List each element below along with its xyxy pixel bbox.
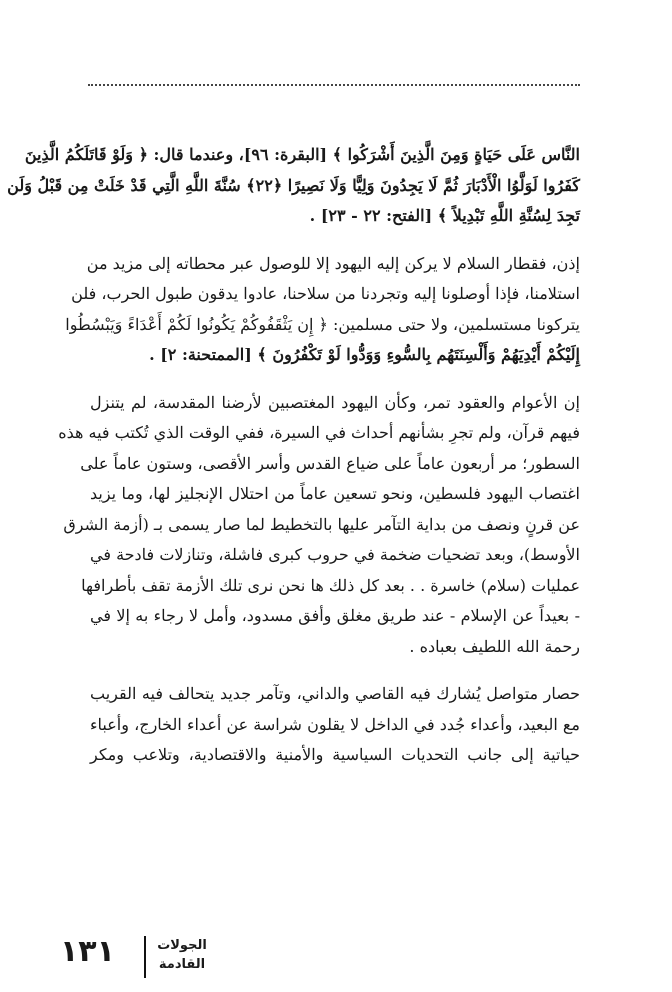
paragraph-years-decades (58, 388, 580, 663)
text-line: استلامنا، فإذا أوصلونا إليه وتجردنا من سلاحنا، عادوا يدقون طبول الحرب، فلن (71, 284, 580, 303)
book-title-line: الجولات (157, 938, 207, 953)
footer-divider (144, 936, 146, 978)
text-line: إن الأعوام والعقود تمر، وكأن اليهود المغتصبين لأرضنا المقدسة، لم يتنزل (90, 392, 580, 412)
text-line: الأوسط)، وبعد تضحيات ضخمة في حروب كبرى فاشلة، وتنازلات فادحة في (90, 545, 580, 564)
paragraph-peace-train (65, 249, 580, 371)
paragraph-siege (90, 679, 580, 771)
text-line: عن قرنٍ ونصف من بداية التآمر عليها بالتخطيط لما صار يسمى بـ (أزمة الشرق (63, 514, 580, 534)
page-footer (60, 930, 210, 980)
text-line: إِلَيْكُمْ أَيْدِيَهُمْ وَأَلْسِنَتَهُم بِالسُّوءِ وَوَدُّوا لَوْ تَكْفُرُونَ ﴾ [الممتحنة: ٢] . (149, 345, 580, 364)
text-line: - بعيداً عن الإسلام - عند طريق مغلق وأفق مسدود، وأمل لا رجاء به إلا في (90, 606, 580, 625)
text-line: رحمة الله اللطيف بعباده . (409, 636, 580, 656)
text-line: السطور؛ مر أربعون عاماً على ضياع القدس وأسر الأقصى، وستون عاماً على (80, 453, 580, 473)
text-line: اغتصاب اليهود فلسطين، ونحو تسعين عاماً من احتلال الإنجليز لها، وما يزيد (90, 484, 580, 503)
text-line: تَجِدَ لِسُنَّةِ اللَّهِ تَبْدِيلاً ﴾ [الفتح: ٢٢ - ٢٣] . (309, 206, 580, 225)
text-line: كَفَرُوا لَوَلَّوُا الْأَدْبَارَ ثُمَّ لَا يَجِدُونَ وَلِيًّا وَلَا نَصِيرًا ﴿٢٢﴾ سُنَّةَ اللَّهِ الَّتِي قَدْ خَلَتْ مِن قَبْلُ وَلَن (7, 175, 580, 195)
header-dotted-rule (88, 84, 580, 86)
text-line: مع البعيد، وأعداء جُدد في الداخل لا يقلون شراسة عن أعداء الخارج، وأعباء (90, 714, 580, 734)
text-line: حصار متواصل يُشارك فيه القاصي والداني، وتآمر جديد يتحالف فيه القريب (90, 684, 580, 703)
page-number: ١٣١ (60, 934, 115, 969)
book-title (152, 936, 212, 974)
text-line: يتركونا مستسلمين، ولا حتى مسلمين: ﴿ إِن يَثْقَفُوكُمْ يَكُونُوا لَكُمْ أَعْدَاءً وَيَبْسُطُوا (65, 314, 580, 334)
body-text (7, 140, 580, 771)
text-line: النَّاس عَلَى حَيَاةٍ وَمِنَ الَّذِينَ أَشْرَكُوا ﴾ [البقرة: ٩٦]، وعندما قال: ﴿ وَلَوْ قَاتَلَكُمُ الَّذِينَ (24, 145, 580, 164)
text-line: فيهم قرآن، ولم تجرِ بشأنهم أحداث في السيرة، ففي الوقت الذي تُكتب فيه هذه (58, 423, 580, 442)
book-title-line: القادمة (158, 957, 206, 972)
text-line: إذن، فقطار السلام لا يركن إليه اليهود إلا للوصول عبر محطاته إلى مزيد من (86, 253, 580, 273)
text-line: حياتية إلى جانب التحديات السياسية والأمنية والاقتصادية، وتلاعب ومكر (90, 745, 580, 764)
text-line: عمليات (سلام) خاسرة . . بعد كل ذلك ها نحن نرى تلك الأزمة تقف بأطرافها (81, 575, 580, 595)
paragraph-quran-quote (7, 140, 580, 232)
